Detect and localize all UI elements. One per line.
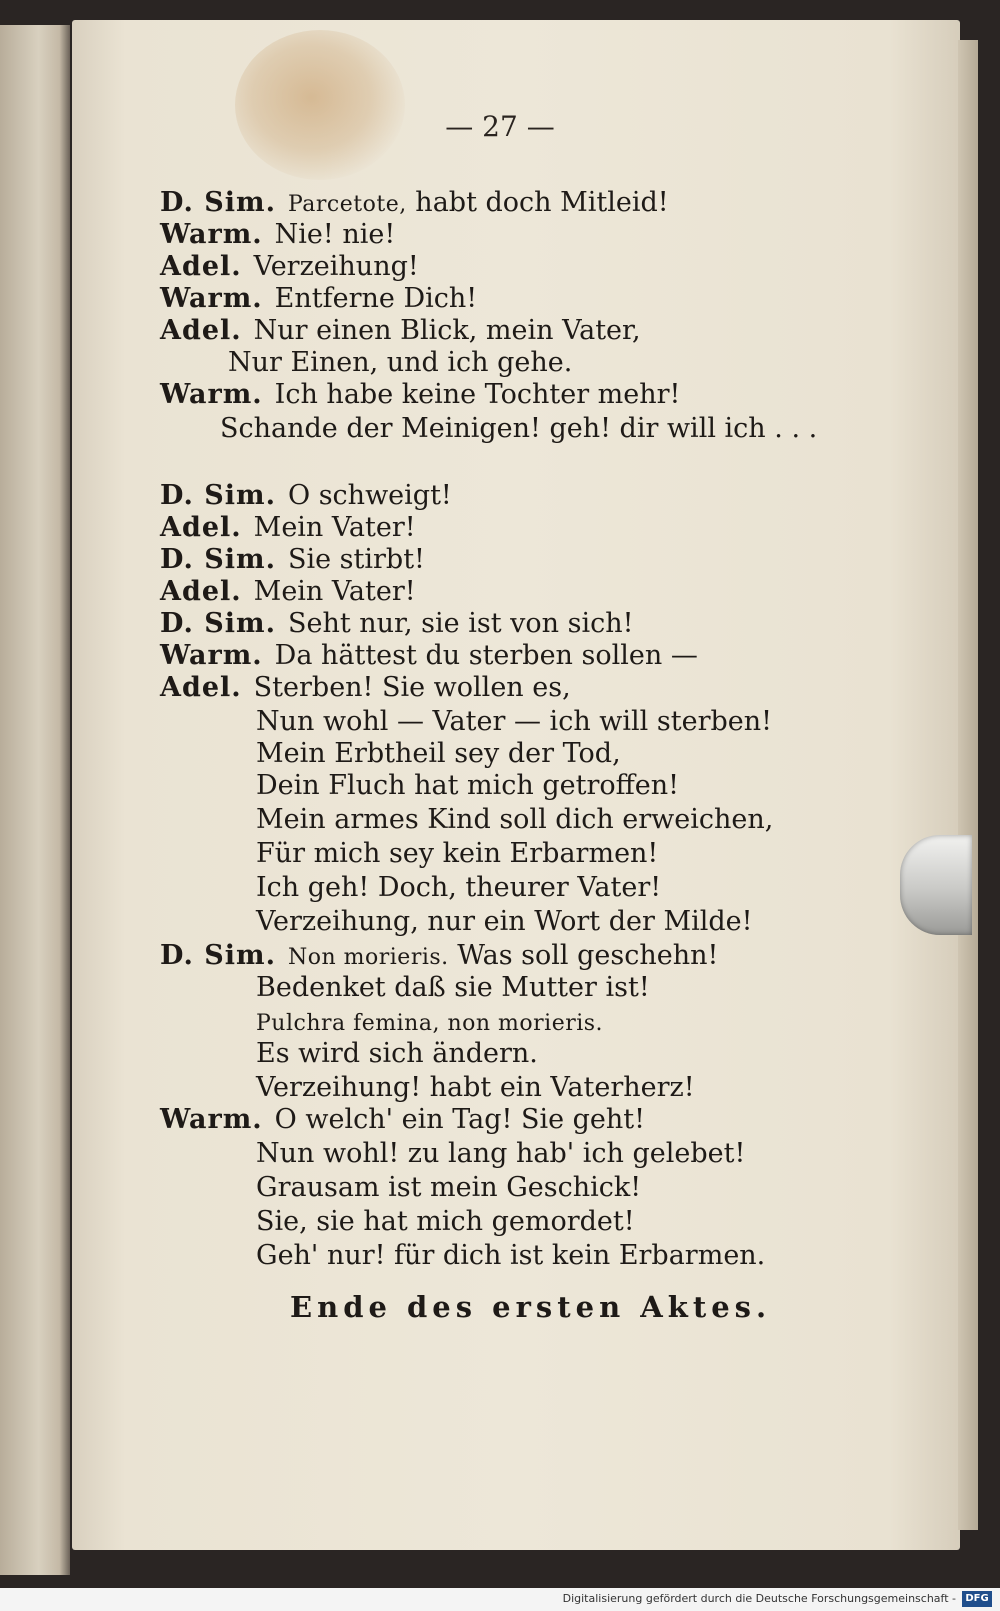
speaker-name: Warm.	[160, 219, 263, 250]
verse-line	[160, 283, 477, 315]
speaker-name: D. Sim.	[160, 187, 276, 218]
verse-line	[256, 872, 661, 904]
line-text: Seht nur, sie ist von sich!	[287, 608, 634, 639]
verse-line	[160, 576, 416, 608]
speaker-name: D. Sim.	[160, 608, 276, 639]
verse-line	[160, 544, 425, 576]
verse-line	[160, 187, 669, 221]
line-text: Sie stirbt!	[287, 544, 425, 575]
line-text: O welch' ein Tag! Sie geht!	[274, 1104, 645, 1135]
line-text: Entferne Dich!	[274, 283, 478, 314]
line-text: Dein Fluch hat mich getroffen!	[256, 770, 680, 801]
line-text: Sterben! Sie wollen es,	[253, 672, 571, 703]
verse-line	[256, 804, 773, 836]
verse-line	[256, 1172, 641, 1204]
line-text: Schande der Meinigen! geh! dir will ich . . .	[220, 413, 818, 444]
latin-phrase: Non morieris.	[287, 945, 449, 970]
line-text: habt doch Mitleid!	[406, 187, 669, 218]
verse-line	[256, 1072, 695, 1104]
line-text: Mein Erbtheil sey der Tod,	[256, 738, 621, 769]
verse-line	[256, 1240, 765, 1272]
verse-line	[256, 1038, 538, 1070]
line-text: Ich habe keine Tochter mehr!	[274, 379, 681, 410]
line-text: Ich geh! Doch, theurer Vater!	[256, 872, 662, 903]
page-stack-edge	[958, 40, 978, 1530]
dfg-logo: DFG	[962, 1591, 992, 1607]
verse-line	[160, 251, 419, 283]
line-text: Verzeihung, nur ein Wort der Milde!	[256, 906, 753, 937]
line-text: Verzeihung! habt ein Vaterherz!	[256, 1072, 695, 1103]
footer-bar	[0, 1588, 1000, 1611]
line-text: Mein Vater!	[253, 576, 416, 607]
latin-phrase: Pulchra femina, non morieris.	[256, 1011, 604, 1036]
line-text: Nur einen Blick, mein Vater,	[253, 315, 641, 346]
line-text: Was soll geschehn!	[448, 940, 719, 971]
line-text: Es wird sich ändern.	[256, 1038, 538, 1069]
speaker-name: Warm.	[160, 283, 263, 314]
verse-line	[256, 1206, 635, 1238]
verse-line	[256, 972, 650, 1004]
page-number: — 27 —	[445, 110, 555, 143]
speaker-name: Adel.	[160, 315, 242, 346]
line-text: Nun wohl! zu lang hab' ich gelebet!	[256, 1138, 746, 1169]
speaker-name: D. Sim.	[160, 544, 276, 575]
verse-line	[256, 906, 753, 938]
verse-line	[228, 347, 572, 379]
speaker-name: D. Sim.	[160, 480, 276, 511]
verse-line	[160, 608, 633, 640]
speaker-name: Warm.	[160, 379, 263, 410]
verse-line	[256, 838, 658, 870]
line-text: Bedenket daß sie Mutter ist!	[256, 972, 650, 1003]
verse-line	[256, 1138, 745, 1170]
line-text: Sie, sie hat mich gemordet!	[256, 1206, 635, 1237]
line-text: Für mich sey kein Erbarmen!	[256, 838, 659, 869]
verse-line	[256, 706, 772, 738]
speaker-name: Warm.	[160, 1104, 263, 1135]
speaker-name: Adel.	[160, 672, 242, 703]
line-text: Da hättest du sterben sollen —	[274, 640, 698, 671]
verse-line	[256, 770, 679, 802]
speaker-name: Adel.	[160, 251, 242, 282]
line-text: Nun wohl — Vater — ich will sterben!	[256, 706, 772, 737]
line-text: Verzeihung!	[253, 251, 419, 282]
verse-line	[160, 315, 641, 347]
verse-line	[256, 1006, 603, 1040]
line-text: Mein armes Kind soll dich erweichen,	[256, 804, 774, 835]
page-clip-icon	[900, 835, 972, 935]
verse-line	[256, 738, 621, 770]
verse-line	[160, 379, 680, 411]
verse-line	[160, 940, 718, 974]
verse-line	[160, 512, 416, 544]
line-text: Nie! nie!	[274, 219, 396, 250]
verse-line	[160, 672, 571, 704]
line-text: O schweigt!	[287, 480, 452, 511]
line-text: Mein Vater!	[253, 512, 416, 543]
speaker-name: Adel.	[160, 576, 242, 607]
verse-line	[220, 413, 817, 445]
facing-page-edge	[0, 25, 70, 1575]
verse-line	[160, 640, 698, 672]
speaker-name: Warm.	[160, 640, 263, 671]
line-text: Nur Einen, und ich gehe.	[228, 347, 573, 378]
verse-line	[160, 1104, 645, 1136]
line-text: Geh' nur! für dich ist kein Erbarmen.	[256, 1240, 766, 1271]
verse-line	[160, 480, 452, 512]
latin-phrase: Parcetote,	[287, 192, 407, 217]
act-end-title: Ende des ersten Aktes.	[290, 1290, 772, 1324]
speaker-name: D. Sim.	[160, 940, 276, 971]
line-text: Grausam ist mein Geschick!	[256, 1172, 642, 1203]
funding-note: Digitalisierung gefördert durch die Deutsche Forschungsgemeinschaft -	[562, 1592, 956, 1605]
speaker-name: Adel.	[160, 512, 242, 543]
paper-stain	[235, 30, 405, 180]
verse-line	[160, 219, 395, 251]
